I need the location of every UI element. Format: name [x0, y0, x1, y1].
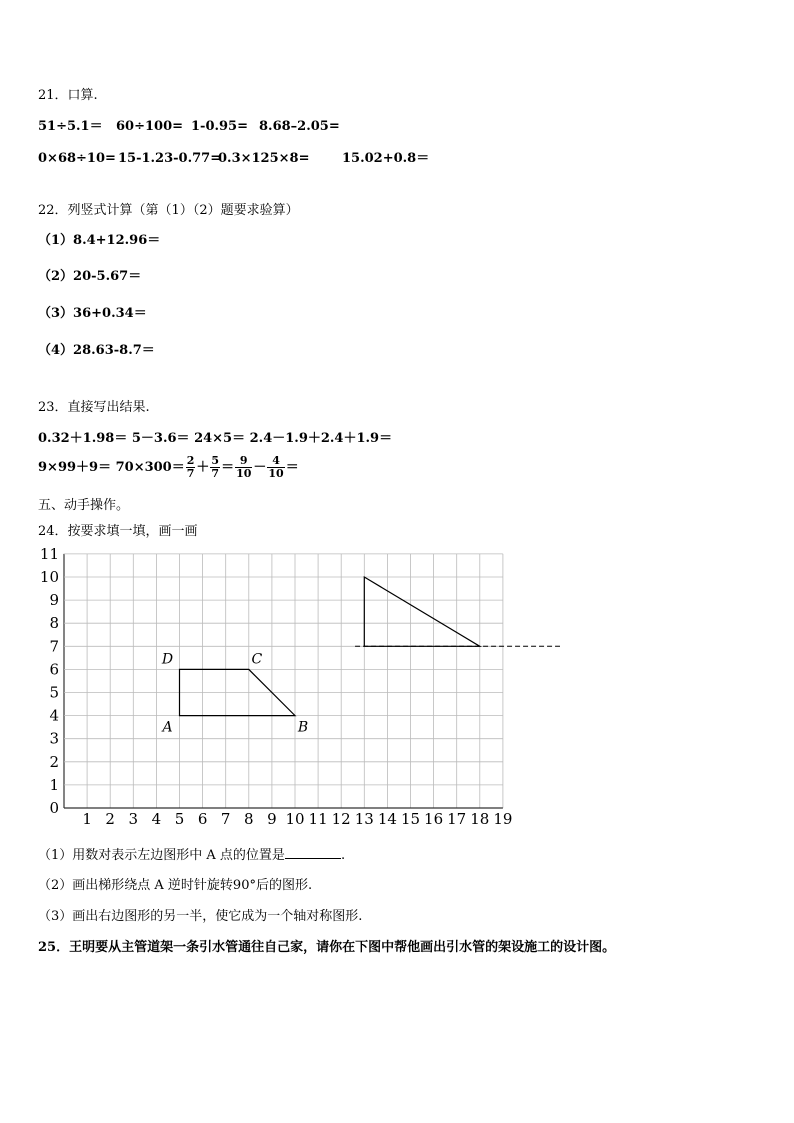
q23-expr: 5－3.6＝ [131, 431, 190, 446]
vertex-label: D [161, 651, 174, 668]
x-tick-label: 9 [267, 810, 277, 828]
q23-title: 23．直接写出结果. [38, 400, 150, 415]
q22-item: （3）36+0.34＝ [38, 306, 147, 321]
x-tick-label: 13 [354, 810, 374, 828]
equals-sign: ＝ [221, 460, 235, 475]
fraction-denominator: 7 [211, 467, 220, 480]
y-tick-label: 2 [49, 752, 59, 771]
vertex-label: A [162, 719, 173, 736]
q23-expr: 70×300＝ [115, 460, 185, 475]
x-tick-label: 11 [308, 810, 328, 828]
q23-row2 [38, 455, 299, 480]
x-tick-label: 4 [151, 810, 162, 828]
q21-expr: 15.02+0.8＝ [342, 151, 430, 166]
q24-sub1 [38, 844, 345, 863]
fraction-denominator: 7 [186, 467, 195, 480]
vertex-label: C [251, 651, 263, 668]
y-tick-label: 4 [49, 706, 59, 725]
x-tick-label: 3 [128, 810, 139, 828]
y-tick-label: 0 [49, 799, 59, 817]
q24-sub1-text: （1）用数对表示左边图形中 A 点的位置是 [38, 848, 285, 863]
q23-row1 [38, 427, 392, 446]
equals-sign: ＝ [285, 460, 299, 475]
y-tick-label: 8 [49, 614, 59, 633]
q22-item: （4）28.63-8.7＝ [38, 343, 155, 358]
q24-sub1-end: . [340, 848, 346, 863]
q23-expr: 24×5＝ [194, 431, 246, 446]
fraction-numerator: 5 [211, 454, 220, 467]
q23-expr: 9×99＋9＝ [38, 460, 112, 475]
q21-expr: 1-0.95= [191, 119, 248, 134]
x-tick-label: 5 [174, 810, 185, 828]
q21-expr: 0.3×125×8= [218, 151, 310, 166]
q23-expr: 0.32＋1.98＝ [38, 431, 128, 446]
q22-title: 22．列竖式计算（第（1）（2）题要求验算） [38, 203, 299, 218]
fraction [186, 455, 196, 480]
q23-expr: 2.4－1.9＋2.4＋1.9＝ [249, 431, 393, 446]
fraction-numerator: 2 [186, 454, 195, 467]
minus-sign: － [253, 460, 267, 475]
x-tick-label: 10 [285, 810, 305, 828]
half-triangle [364, 577, 480, 646]
y-tick-label: 1 [49, 775, 59, 794]
x-tick-label: 15 [400, 810, 421, 828]
fraction-denominator: 10 [236, 467, 252, 480]
fraction-numerator: 4 [267, 455, 284, 468]
plus-sign: ＋ [196, 460, 210, 475]
q21-expr: 0×68÷10= [38, 151, 116, 166]
y-tick-label: 9 [49, 591, 59, 610]
q21-expr: 8.68–2.05= [259, 119, 340, 134]
q22-item: （2）20-5.67＝ [38, 269, 142, 284]
x-tick-label: 8 [244, 810, 254, 828]
x-tick-label: 14 [377, 810, 397, 828]
q21-expr: 60÷100= [116, 119, 184, 134]
y-tick-label: 6 [49, 660, 59, 679]
fraction-numerator: 9 [235, 455, 252, 468]
fraction [235, 455, 252, 480]
answer-blank[interactable] [285, 846, 341, 859]
x-tick-label: 1 [82, 810, 92, 828]
q21-expr: 51÷5.1＝ [38, 119, 103, 134]
fraction-denominator: 10 [268, 467, 284, 480]
q21-row2 [38, 147, 429, 166]
y-tick-label: 11 [39, 544, 59, 563]
x-tick-label: 6 [197, 810, 208, 828]
vertex-label: B [297, 719, 309, 736]
x-tick-label: 19 [493, 810, 513, 828]
q21-expr: 15-1.23-0.77= [118, 151, 222, 166]
q24-title: 24．按要求填一填，画一画 [38, 524, 198, 539]
section-5-title: 五、动手操作。 [38, 498, 130, 513]
q21-title: 21．口算. [38, 88, 98, 103]
fraction [210, 455, 220, 480]
q22-item: （1）8.4+12.96＝ [38, 233, 161, 248]
y-tick-label: 10 [39, 568, 59, 586]
y-tick-label: 7 [49, 637, 59, 656]
x-tick-label: 12 [331, 810, 351, 828]
q21-row1 [38, 115, 340, 134]
q24-sub3: （3）画出右边图形的另一半，使它成为一个轴对称图形. [38, 909, 363, 924]
q24-sub2: （2）画出梯形绕点 A 逆时针旋转90°后的图形. [38, 878, 313, 893]
x-tick-label: 7 [220, 810, 231, 828]
x-tick-label: 17 [447, 810, 467, 828]
y-tick-label: 3 [49, 729, 59, 748]
q25-title: 25．王明要从主管道架一条引水管通往自己家，请你在下图中帮他画出引水管的架设施工的设计图。 [38, 940, 616, 955]
fraction [267, 455, 284, 480]
x-tick-label: 16 [424, 810, 444, 828]
y-tick-label: 5 [49, 683, 59, 702]
x-tick-label: 18 [470, 810, 490, 828]
coordinate-grid [30, 543, 560, 828]
x-tick-label: 2 [105, 810, 115, 828]
